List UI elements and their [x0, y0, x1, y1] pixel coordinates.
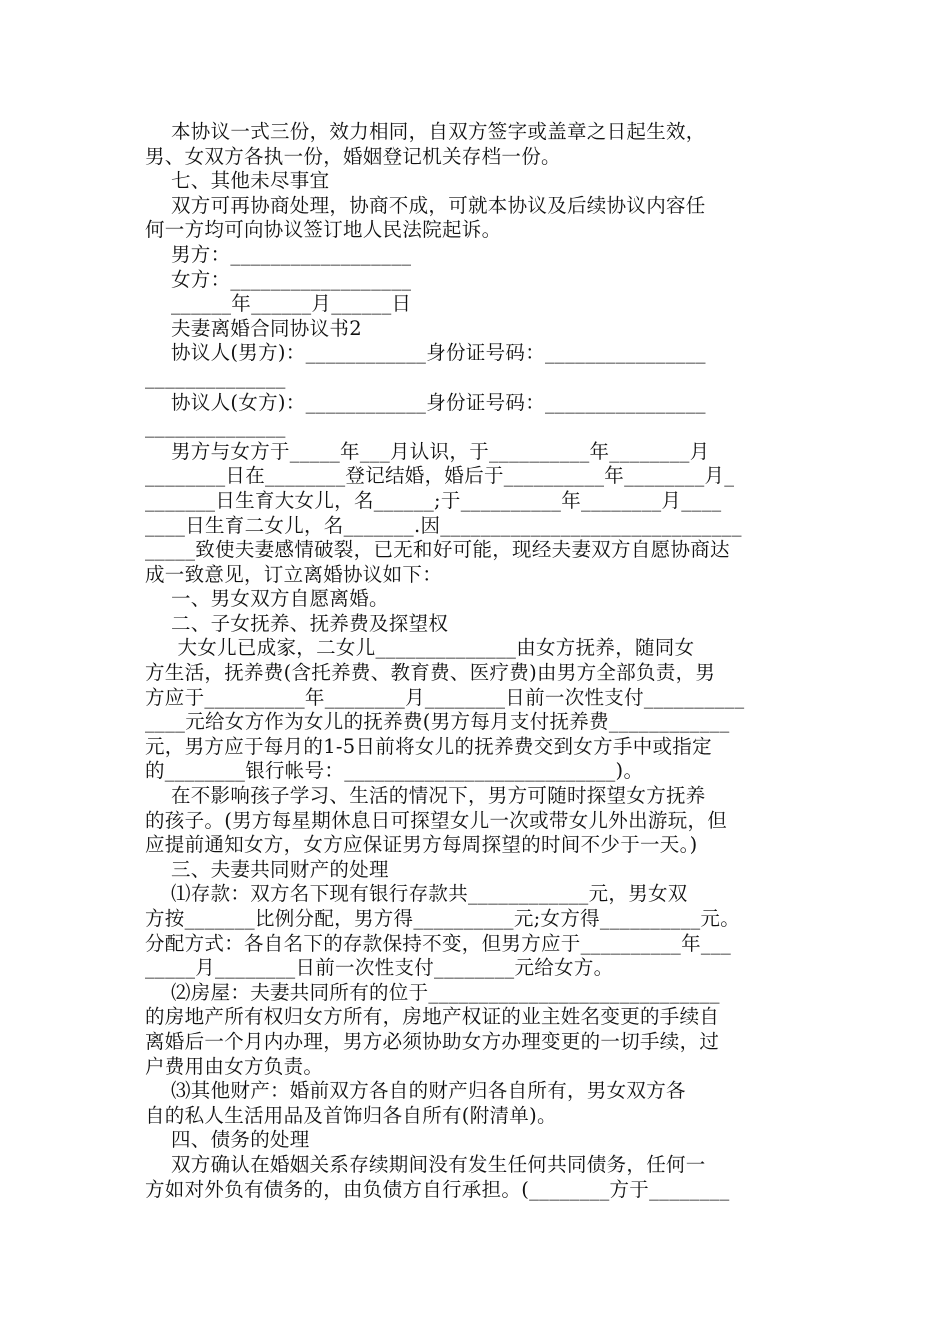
text-line: 一、男女双方自愿离婚。 — [145, 587, 389, 611]
text-line: 夫妻离婚合同协议书2 — [145, 316, 362, 340]
text-line: ____日生育二女儿，名_______.因______________________________ — [145, 513, 742, 537]
text-line: 分配方式：各自名下的存款保持不变，但男方应于__________年___ — [145, 931, 732, 955]
text-line: 自的私人生活用品及首饰归各自所有(附清单)。 — [145, 1103, 557, 1127]
text-line: 四、债务的处理 — [145, 1128, 310, 1152]
text-line: ____元给女方作为女儿的抚养费(男方每月支付抚养费____________ — [145, 710, 730, 734]
text-line: _______日生育大女儿，名______;于__________年________月____ — [145, 488, 722, 512]
text-line: 双方可再协商处理，协商不成，可就本协议及后续协议内容任 — [145, 193, 706, 217]
text-line: 在不影响孩子学习、生活的情况下，男方可随时探望女方抚养 — [145, 784, 706, 808]
text-line: 的孩子。(男方每星期休息日可探望女儿一次或带女儿外出游玩，但 — [145, 808, 728, 832]
text-line: 男方：__________________ — [145, 242, 412, 266]
text-line: 应提前通知女方，女方应保证男方每周探望的时间不少于一天。) — [145, 833, 698, 857]
text-line: 三、夫妻共同财产的处理 — [145, 857, 389, 881]
text-line: ⑴存款：双方名下现有银行存款共____________元，男女双 — [145, 882, 688, 906]
text-line: ________日在________登记结婚，婚后于__________年________月_ — [145, 464, 735, 488]
text-line: ⑵房屋：夫妻共同所有的位于_____________________________ — [145, 980, 720, 1004]
text-line: 元，男方应于每月的1-5日前将女儿的抚养费交到女方手中或指定 — [145, 734, 712, 758]
text-line: ______________ — [145, 365, 286, 389]
text-line: 本协议一式三份，效力相同，自双方签字或盖章之日起生效， — [145, 120, 706, 143]
text-line: _____致使夫妻感情破裂，已无和好可能，现经夫妻双方自愿协商达 — [145, 538, 730, 562]
document-page — [145, 120, 810, 1202]
text-line: 何一方均可向协议签订地人民法院起诉。 — [145, 218, 502, 242]
text-line: 离婚后一个月内办理，男方必须协助女方办理变更的一切手续，过 — [145, 1029, 720, 1053]
text-line: 方按_______比例分配，男方得__________元;女方得__________元。 — [145, 907, 741, 930]
text-line: 男方与女方于_____年___月认识，于__________年________月 — [145, 439, 710, 463]
text-line: _____月________日前一次性支付________元给女方。 — [145, 956, 614, 980]
text-line: 成一致意见，订立离婚协议如下： — [145, 562, 443, 586]
text-line: 二、子女抚养、抚养费及探望权 — [145, 611, 449, 635]
text-line: 双方确认在婚姻关系存续期间没有发生任何共同债务，任何一 — [145, 1152, 706, 1176]
text-line: ______年______月______日 — [145, 292, 412, 316]
text-line: 大女儿已成家，二女儿______________由女方抚养，随同女 — [145, 636, 695, 660]
text-line: ______________ — [145, 415, 286, 439]
text-line: 协议人(男方)：____________身份证号码：________________ — [145, 341, 706, 365]
text-line: 方应于__________年________月________日前一次性支付__________ — [145, 685, 745, 709]
text-line: 女方：__________________ — [145, 267, 412, 291]
text-line: ⑶其他财产：婚前双方各自的财产归各自所有，男女双方各 — [145, 1079, 686, 1103]
text-line: 方生活，抚养费(含托养费、教育费、医疗费)由男方全部负责，男 — [145, 661, 716, 685]
text-line: 户费用由女方负责。 — [145, 1054, 324, 1078]
text-line: 的房地产所有权归女方所有，房地产权证的业主姓名变更的手续自 — [145, 1005, 720, 1029]
text-line: 方如对外负有债务的，由负债方自行承担。(________方于________ — [145, 1177, 730, 1201]
text-line: 协议人(女方)：____________身份证号码：________________ — [145, 390, 706, 414]
text-line: 七、其他未尽事宜 — [145, 169, 330, 193]
text-line: 男、女双方各执一份，婚姻登记机关存档一份。 — [145, 144, 561, 168]
text-line: 的________银行帐号：___________________________)。 — [145, 759, 644, 783]
